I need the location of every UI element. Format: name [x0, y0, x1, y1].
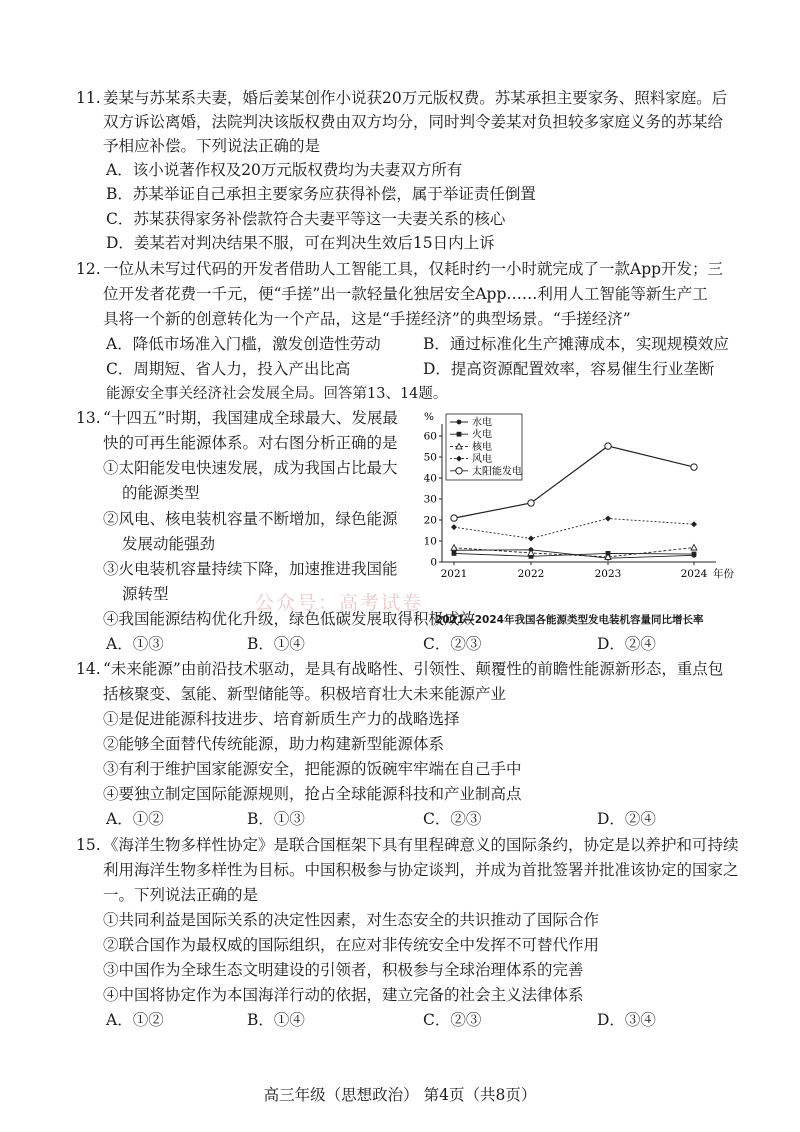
- q14-item-4: ④要独立制定国际能源规则，抢占全球能源科技和产业制高点: [103, 785, 522, 803]
- q12-option-b: B．通过标准化生产摊薄成本，实现规模效应: [423, 335, 729, 353]
- y-tick-label: 30: [423, 493, 437, 506]
- chart-title: 2021—2024年我国各能源类型发电装机容量同比增长率: [435, 614, 704, 626]
- q12-number: 12.: [76, 260, 101, 278]
- data-point: [452, 551, 457, 556]
- q14-option-c: C．②③: [423, 810, 482, 828]
- q13-option-b: B．①④: [247, 635, 305, 653]
- q12-option-c: C．周期短、省人力，投入产出比高: [106, 360, 351, 378]
- q11-stem-line-3: 予相应补偿。下列说法正确的是: [103, 137, 321, 155]
- series-line: [454, 548, 694, 557]
- series-line: [454, 519, 694, 539]
- q15-option-b: B．①④: [247, 1011, 305, 1029]
- q15-stem-line-3: 一。下列说法正确的是: [103, 886, 259, 904]
- q14-number: 14.: [76, 660, 101, 678]
- capacity-growth-chart: [418, 408, 740, 608]
- y-tick-label: 50: [423, 451, 437, 464]
- data-point: [691, 545, 697, 551]
- q15-stem-line-2: 利用海洋生物多样性为目标。中国积极参与协定谈判，并成为首批签署并批准该协定的国家之: [103, 861, 739, 879]
- watermark: 公众号：高考试卷: [255, 592, 424, 614]
- y-tick-label: 10: [423, 535, 437, 548]
- data-point: [457, 420, 462, 425]
- x-tick-label: 2022: [517, 568, 545, 580]
- q13-item-1-line-2: 的能源类型: [122, 484, 200, 502]
- legend-label: 风电: [472, 454, 492, 466]
- q15-stem-line-1: 《海洋生物多样性协定》是联合国框架下具有里程碑意义的国际条约，协定是以养护和可持续: [103, 836, 739, 854]
- q15-number: 15.: [76, 836, 101, 854]
- q13-number: 13.: [76, 409, 101, 427]
- x-tick-label: 2024: [680, 568, 708, 580]
- data-point: [451, 524, 457, 530]
- y-tick-label: 40: [423, 472, 437, 485]
- data-point: [528, 535, 534, 541]
- legend-label: 核电: [472, 441, 492, 453]
- legend-label: 太阳能发电: [472, 466, 522, 478]
- q13-item-2-line-2: 发展动能强劲: [122, 535, 216, 553]
- data-point: [605, 516, 611, 522]
- q11-stem-line-2: 双方诉讼离婚，法院判决该版权费由双方均分，同时判令姜某对负担较多家庭义务的苏某给: [103, 113, 724, 131]
- q13-14-intro: 能源安全事关经济社会发展全局。回答第13、14题。: [106, 386, 448, 402]
- q14-stem-line-2: 括核聚变、氢能、新型储能等。积极培育壮大未来能源产业: [103, 685, 507, 703]
- q15-option-c: C．②③: [423, 1011, 482, 1029]
- q15-item-3: ③中国作为全球生态文明建设的引领者，积极参与全球治理体系的完善: [103, 961, 584, 979]
- q11-option-d: D．姜某若对判决结果不服，可在判决生效后15日内上诉: [106, 234, 495, 252]
- legend-label: 火电: [472, 429, 492, 441]
- q13-option-a: A．①③: [106, 635, 164, 653]
- q12-stem-line-2: 位开发者花费一千元，便“手搓”出一款轻量化独居安全App……利用人工智能等新生产工: [103, 285, 708, 303]
- q13-item-2-line-1: ②风电、核电装机容量不断增加，绿色能源: [103, 510, 398, 528]
- q13-item-1-line-1: ①太阳能发电快速发展，成为我国占比最大: [103, 459, 398, 477]
- q15-item-1: ①共同利益是国际关系的决定性因素，对生态安全的共识推动了国际合作: [103, 911, 600, 929]
- q14-stem-line-1: “未来能源”由前沿技术驱动，是具有战略性、引领性、颠覆性的前瞻性能源新形态，重点包: [103, 660, 724, 678]
- data-point: [457, 432, 462, 437]
- q15-item-4: ④中国将协定作为本国海洋行动的依据，建立完备的社会主义法律体系: [103, 986, 584, 1004]
- data-point: [605, 443, 611, 449]
- q11-option-c: C．苏某获得家务补偿款符合夫妻平等这一夫妻关系的核心: [106, 210, 506, 228]
- y-tick-label: 20: [423, 514, 437, 527]
- q14-option-b: B．①③: [247, 810, 305, 828]
- q14-item-2: ②能够全面替代传统能源，助力构建新型能源体系: [103, 735, 445, 753]
- data-point: [451, 515, 457, 521]
- q13-item-4: ④我国能源结构优化升级，绿色低碳发展取得积极成效: [103, 610, 476, 628]
- y-tick-label: 0: [430, 556, 437, 569]
- y-axis-unit: %: [424, 411, 434, 423]
- data-point: [691, 464, 697, 470]
- q11-option-b: B．苏某举证自己承担主要家务应获得补偿，属于举证责任倒置: [106, 185, 536, 203]
- q13-stem-line-2: 快的可再生能源体系。对右图分析正确的是: [103, 434, 398, 452]
- q12-option-a: A．降低市场准入门槛，激发创造性劳动: [106, 335, 381, 353]
- q12-option-d: D．提高资源配置效率，容易催生行业垄断: [423, 360, 715, 378]
- data-point: [528, 500, 534, 506]
- q14-option-a: A．①②: [106, 810, 164, 828]
- data-point: [456, 468, 462, 474]
- q15-item-2: ②联合国作为最权威的国际组织，在应对非传统安全中发挥不可替代作用: [103, 936, 600, 954]
- q14-item-3: ③有利于维护国家能源安全，把能源的饭碗牢牢端在自己手中: [103, 760, 522, 778]
- q15-option-a: A．①②: [106, 1011, 164, 1029]
- y-tick-label: 60: [423, 430, 437, 443]
- q13-item-3-line-1: ③火电装机容量持续下降，加速推进我国能: [103, 560, 398, 578]
- q12-stem-line-1: 一位从未写过代码的开发者借助人工智能工具，仅耗时约一小时就完成了一款App开发；三: [103, 260, 724, 278]
- x-axis-label: 年份: [713, 568, 734, 580]
- q11-number: 11.: [76, 89, 101, 107]
- q11-stem-line-1: 姜某与苏某系夫妻，婚后姜某创作小说获20万元版权费。苏某承担主要家务、照料家庭。后: [103, 89, 728, 107]
- q15-option-d: D．③④: [597, 1011, 656, 1029]
- q12-stem-line-3: 具将一个新的创意转化为一个产品，这是“手搓经济”的典型场景。“手搓经济”: [103, 310, 631, 328]
- x-tick-label: 2023: [594, 568, 622, 580]
- q13-option-d: D．②④: [597, 635, 656, 653]
- q14-item-1: ①是促进能源科技进步、培育新质生产力的战略选择: [103, 710, 460, 728]
- q13-option-c: C．②③: [423, 635, 482, 653]
- x-tick-label: 2021: [440, 568, 468, 580]
- page-footer: 高三年级（思想政治） 第4页（共8页）: [263, 1086, 537, 1104]
- data-point: [691, 521, 697, 527]
- data-point: [692, 552, 697, 557]
- q14-option-d: D．②④: [597, 810, 656, 828]
- legend-label: 水电: [472, 417, 492, 429]
- q11-option-a: A．该小说著作权及20万元版权费均为夫妻双方所有: [106, 161, 463, 179]
- q13-item-3-line-2: 源转型: [122, 585, 169, 603]
- q13-stem-line-1: “十四五”时期，我国建成全球最大、发展最: [103, 409, 398, 427]
